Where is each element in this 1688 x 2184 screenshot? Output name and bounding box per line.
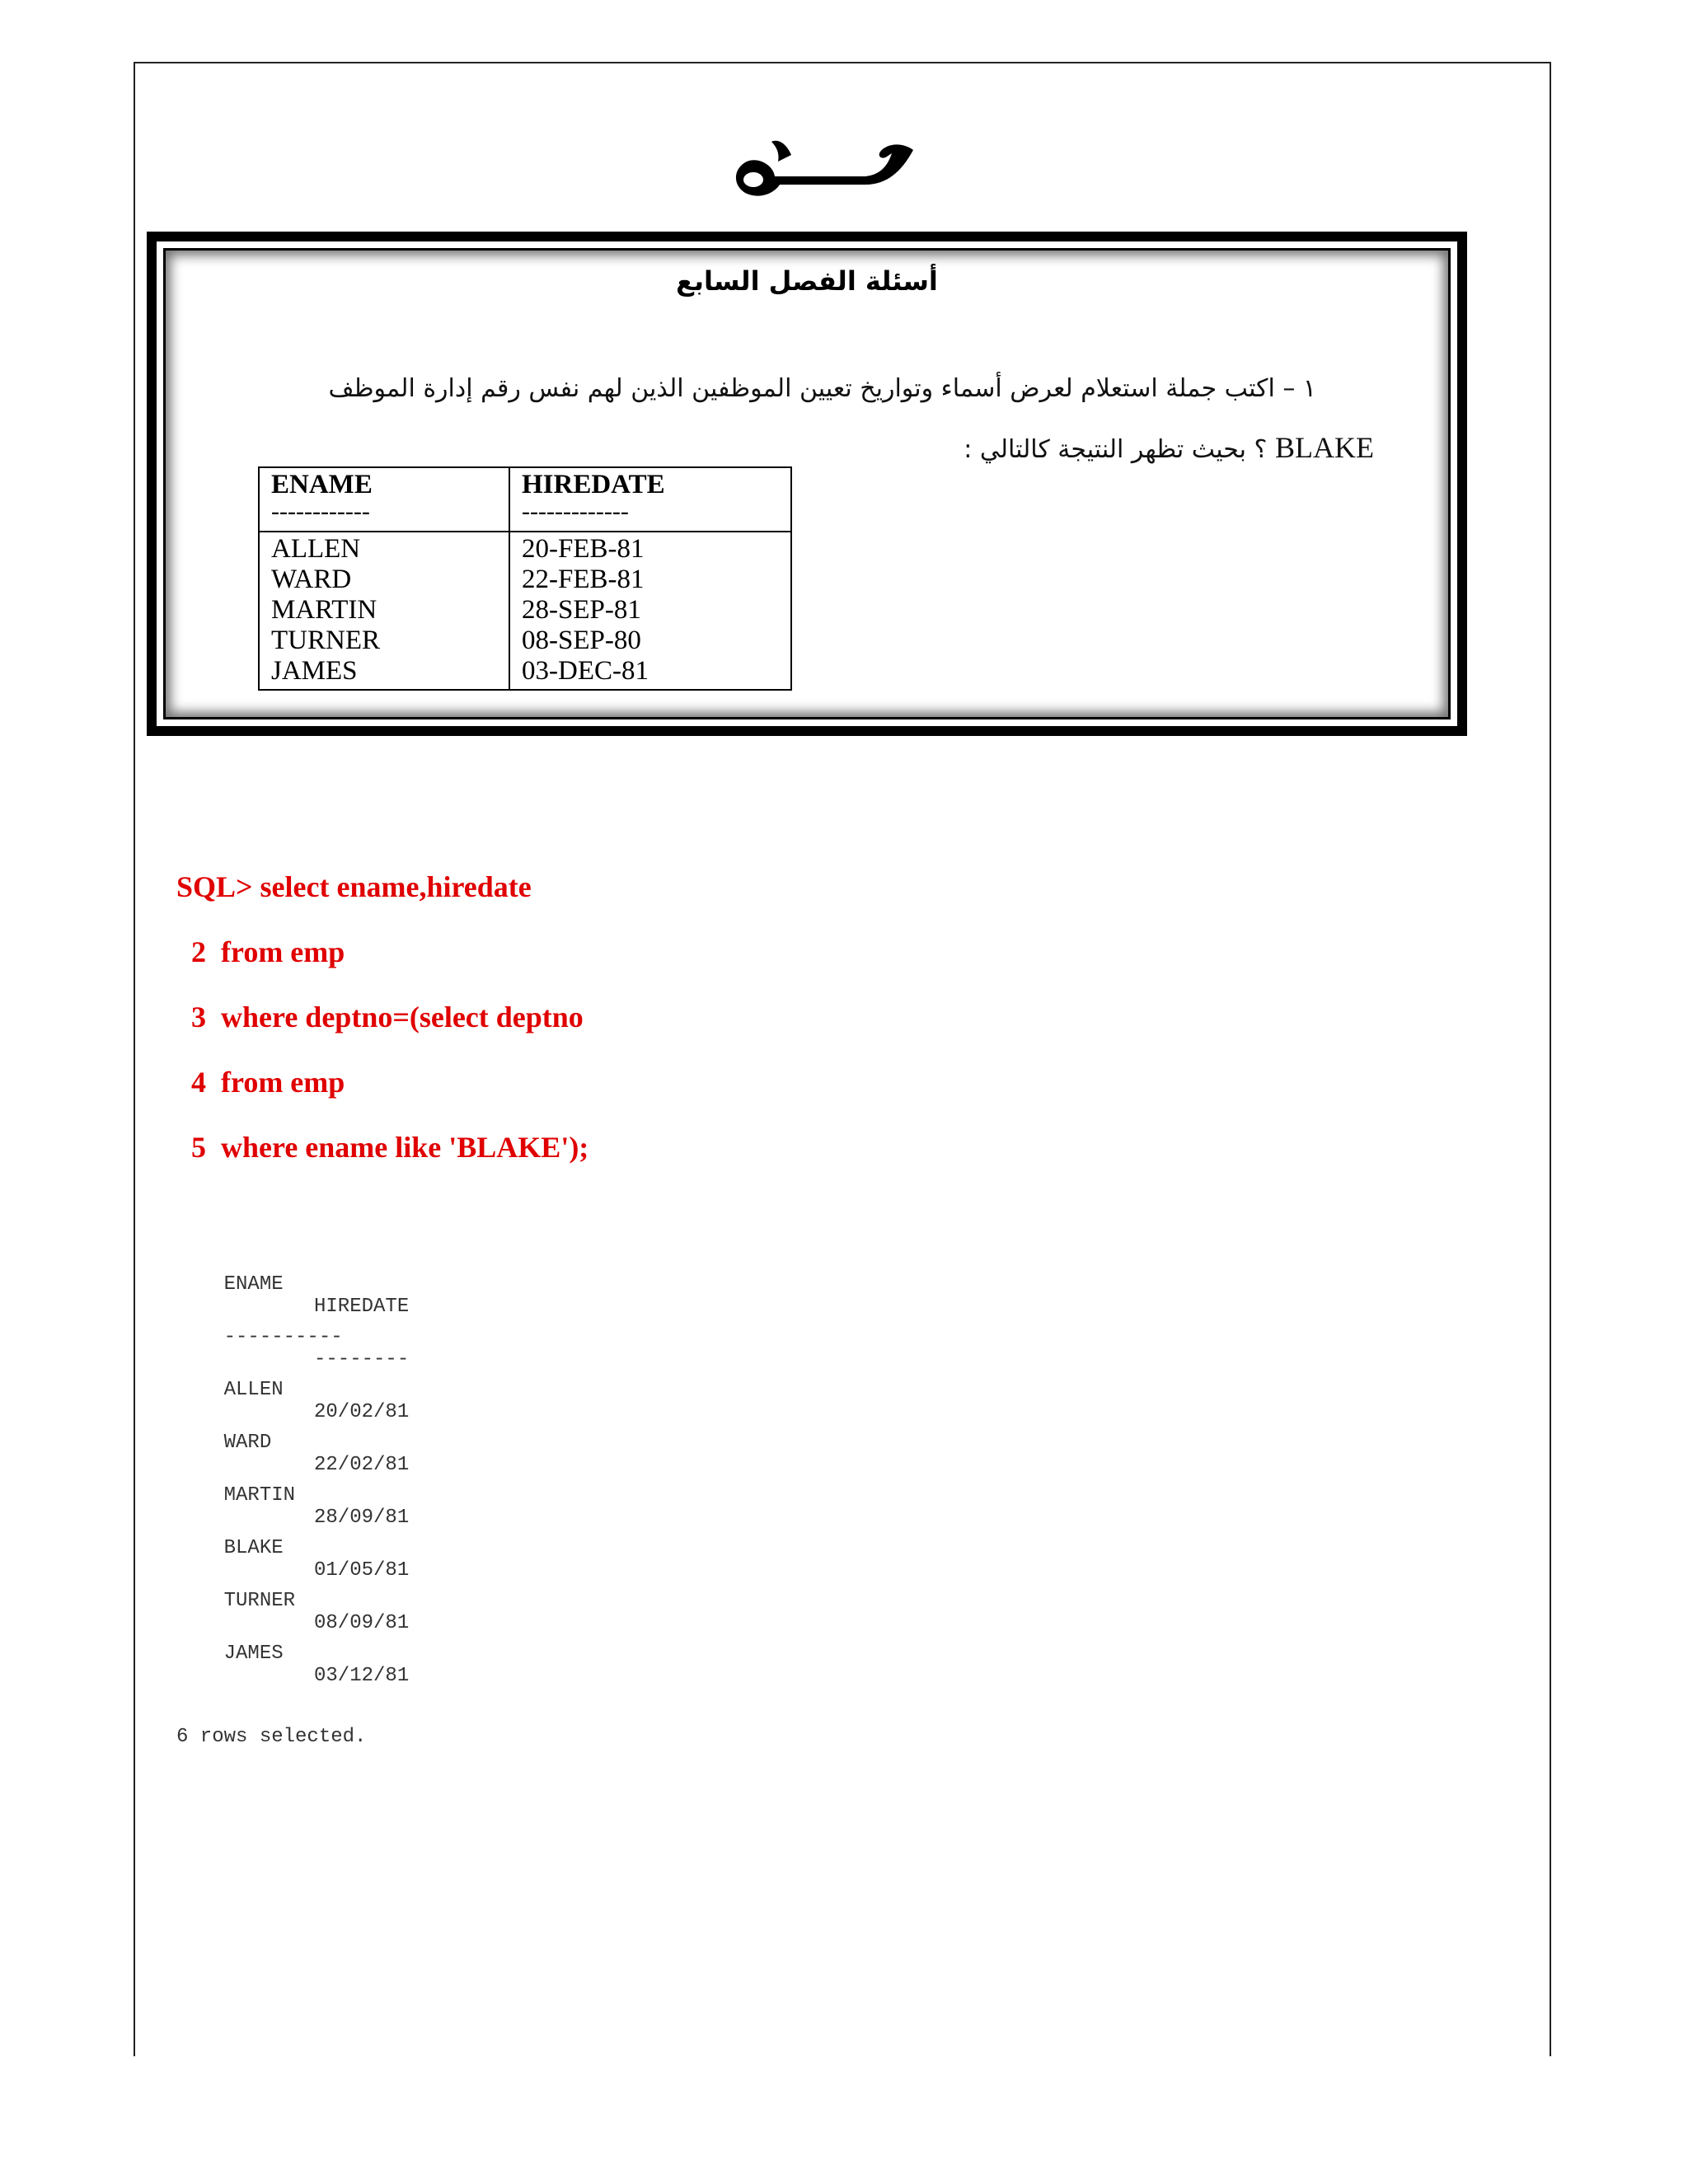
- table-header-divider: [260, 531, 790, 532]
- table-cell-ename: WARD: [271, 565, 352, 594]
- output-dashes-hiredate: --------: [314, 1348, 410, 1371]
- table-header-dashes: -------------: [522, 498, 629, 525]
- output-cell-hiredate: 20/02/81: [314, 1401, 410, 1423]
- table-header-dashes: ------------: [271, 498, 370, 525]
- table-cell-hiredate: 20-FEB-81: [522, 534, 645, 564]
- question-text-line1: ١ – اكتب جملة استعلام لعرض أسماء وتواريخ تعيين الموظفين الذين لهم نفس رقم إدارة الموظف: [328, 374, 1316, 403]
- table-header-ename: ENAME: [271, 470, 373, 499]
- sql-line: SQL> select ename,hiredate: [176, 870, 532, 903]
- output-footer: 6 rows selected.: [176, 1726, 367, 1748]
- output-cell-ename: BLAKE: [223, 1537, 284, 1559]
- expected-result-table: [258, 466, 792, 691]
- sql-line: 5 where ename like 'BLAKE');: [176, 1131, 589, 1164]
- output-cell-hiredate: 01/05/81: [314, 1559, 410, 1582]
- table-cell-hiredate: 08-SEP-80: [522, 626, 641, 655]
- question-text-line2-arabic: ؟ بحيث تظهر النتيجة كالتالي :: [964, 435, 1268, 464]
- output-cell-hiredate: 08/09/81: [314, 1612, 410, 1634]
- table-cell-hiredate: 28-SEP-81: [522, 595, 641, 625]
- output-cell-hiredate: 28/09/81: [314, 1507, 410, 1529]
- table-cell-ename: JAMES: [271, 656, 358, 686]
- output-header-ename: ENAME: [223, 1273, 284, 1296]
- output-cell-ename: MARTIN: [223, 1484, 296, 1507]
- question-inner-frame: [163, 248, 1451, 719]
- output-cell-hiredate: 03/12/81: [314, 1665, 410, 1687]
- question-text-line2: [964, 430, 1374, 465]
- output-cell-hiredate: 22/02/81: [314, 1454, 410, 1476]
- question-box: [147, 232, 1467, 736]
- output-cell-ename: TURNER: [223, 1590, 296, 1612]
- question-title: أسئلة الفصل السابع: [676, 265, 938, 297]
- output-dashes-ename: ----------: [223, 1326, 343, 1348]
- output-cell-ename: WARD: [223, 1432, 272, 1454]
- sql-line: 2 from emp: [176, 935, 345, 968]
- output-header-hiredate: HIREDATE: [314, 1296, 410, 1318]
- table-cell-ename: ALLEN: [271, 534, 361, 564]
- sql-line: 3 where deptno=(select deptno: [176, 1001, 584, 1033]
- table-cell-hiredate: 22-FEB-81: [522, 565, 645, 594]
- output-cell-ename: ALLEN: [223, 1379, 284, 1401]
- table-cell-hiredate: 03-DEC-81: [522, 656, 649, 686]
- table-cell-ename: MARTIN: [271, 595, 377, 625]
- table-column-divider: [509, 468, 510, 689]
- output-cell-ename: JAMES: [223, 1643, 284, 1665]
- table-header-hiredate: HIREDATE: [522, 470, 665, 499]
- sql-line: 4 from emp: [176, 1066, 345, 1099]
- table-cell-ename: TURNER: [271, 626, 380, 655]
- question-employee-name: BLAKE: [1275, 431, 1374, 464]
- solution-calligraphy-heading: [725, 132, 923, 206]
